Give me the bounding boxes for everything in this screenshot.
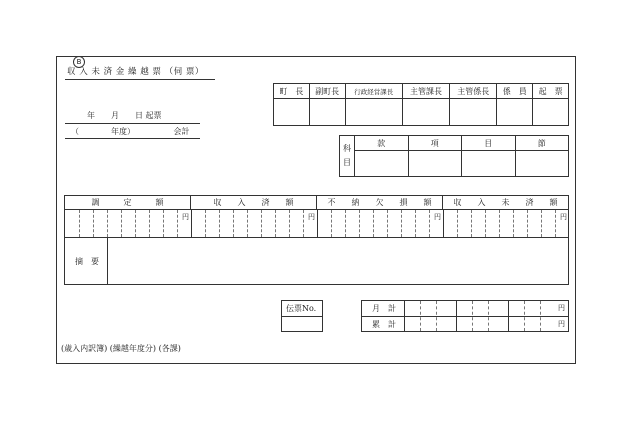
amount-header-table [64,195,569,210]
amount-col-assessed: 調 定 額 [65,196,191,210]
subject-input[interactable] [355,151,409,177]
approval-deputy-mayor: 副町長 [309,84,345,99]
subject-col-kan: 款 [355,136,409,151]
subject-input[interactable] [515,151,569,177]
approval-staff: 係 員 [497,84,533,99]
approval-admin-manager: 行政経営課長 [345,84,402,99]
fiscal-year-account: （ 年度） 会計 [71,127,190,136]
form-title: 収 入 未 済 金 繰 越 票 （伺 票） [67,67,204,77]
footer-note: (歳入内訳簿) (繰越年度分) (各課) [61,344,181,353]
subject-col-moku: 目 [462,136,516,151]
approval-mayor: 町 長 [274,84,310,99]
amount-unit-2: 円 [308,213,315,221]
subject-label-top: 科 [343,144,351,153]
amount-col-received: 収 入 済 額 [191,196,317,210]
amount-col-outstanding: 収 入 未 済 額 [443,196,569,210]
totals-unit-cumulative: 円 [558,320,565,328]
subject-input[interactable] [462,151,516,177]
approval-division-manager: 主管課長 [402,84,449,99]
form-sheet [56,56,576,364]
amount-col-deficit: 不 納 欠 損 額 [317,196,443,210]
amount-unit-4: 円 [560,213,567,221]
form-mark: B [76,58,82,66]
stamp-box[interactable] [309,99,345,126]
issue-date-label: 年 月 日 起票 [87,111,162,120]
stamp-box[interactable] [274,99,310,126]
stamp-box[interactable] [497,99,533,126]
subject-col-kou: 項 [408,136,462,151]
voucher-box[interactable] [281,300,323,332]
subject-label-bottom: 目 [343,158,351,167]
stamp-box[interactable] [345,99,402,126]
subject-col-setsu: 節 [515,136,569,151]
approval-drafter: 起 票 [533,84,569,99]
totals-cumulative-label: 累 計 [372,320,396,329]
voucher-label: 伝票No. [286,304,317,313]
stamp-box[interactable] [450,99,497,126]
stamp-box[interactable] [533,99,569,126]
approval-stamp-table [273,83,569,126]
amount-digit-grid[interactable] [64,209,569,238]
amount-unit-1: 円 [182,213,189,221]
amount-unit-3: 円 [434,213,441,221]
subject-input[interactable] [408,151,462,177]
summary-box[interactable] [64,237,569,285]
totals-unit-monthly: 円 [558,304,565,312]
subject-table [339,135,569,177]
totals-monthly-label: 月 計 [372,304,396,313]
stamp-box[interactable] [402,99,449,126]
approval-section-chief: 主管係長 [450,84,497,99]
summary-label: 摘 要 [75,257,99,266]
totals-box[interactable] [361,300,569,332]
